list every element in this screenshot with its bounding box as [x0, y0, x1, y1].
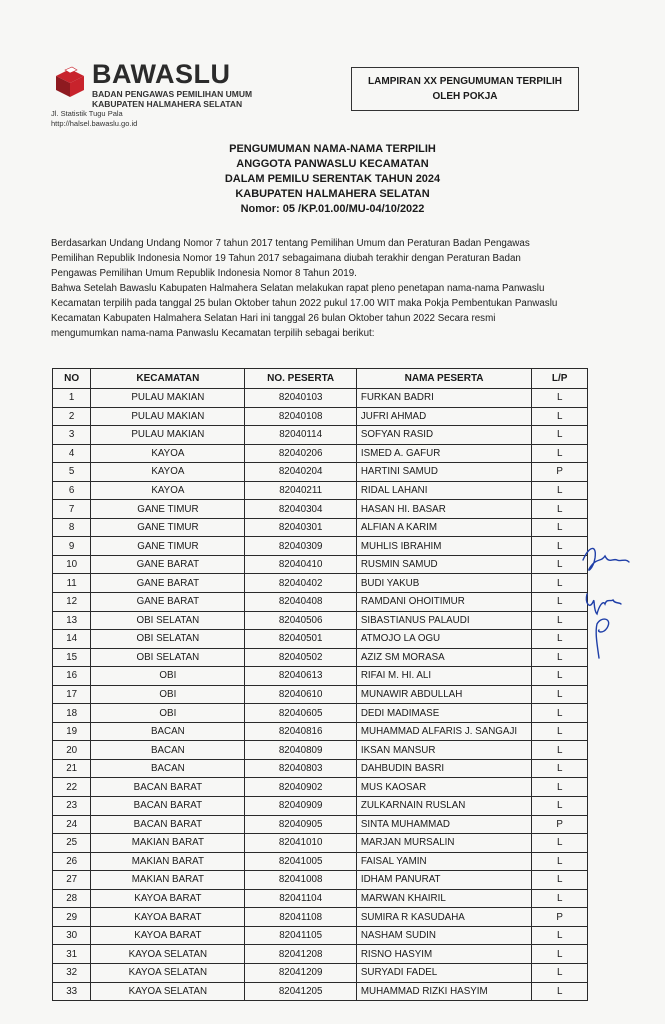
cell-nama-peserta: AZIZ SM MORASA — [356, 648, 532, 667]
cell-lp: P — [532, 908, 588, 927]
cell-no: 3 — [53, 426, 91, 445]
cell-no: 4 — [53, 444, 91, 463]
cell-no: 28 — [53, 889, 91, 908]
cell-nama-peserta: JUFRI AHMAD — [356, 407, 532, 426]
cell-no: 25 — [53, 834, 91, 853]
cell-lp: L — [532, 537, 588, 556]
cell-no-peserta: 82040309 — [245, 537, 356, 556]
cell-kecamatan: OBI SELATAN — [91, 648, 245, 667]
table-row — [53, 500, 588, 519]
lampiran-line-2: OLEH POKJA — [432, 91, 498, 102]
cell-kecamatan: MAKIAN BARAT — [91, 852, 245, 871]
cell-kecamatan: KAYOA — [91, 481, 245, 500]
cell-nama-peserta: DAHBUDIN BASRI — [356, 759, 532, 778]
cell-no: 7 — [53, 500, 91, 519]
cell-lp: L — [532, 481, 588, 500]
cell-kecamatan: GANE TIMUR — [91, 500, 245, 519]
header-no-peserta: NO. PESERTA — [245, 369, 356, 389]
cell-nama-peserta: HARTINI SAMUD — [356, 463, 532, 482]
elected-members-table — [52, 368, 588, 1001]
cell-kecamatan: KAYOA BARAT — [91, 889, 245, 908]
cell-no: 18 — [53, 704, 91, 723]
table-row — [53, 426, 588, 445]
cell-kecamatan: PULAU MAKIAN — [91, 426, 245, 445]
cell-lp: L — [532, 926, 588, 945]
cell-no-peserta: 82040605 — [245, 704, 356, 723]
logo-title: BAWASLU — [92, 59, 231, 89]
cell-no-peserta: 82041209 — [245, 963, 356, 982]
cell-no-peserta: 82040809 — [245, 741, 356, 760]
cell-lp: L — [532, 407, 588, 426]
cell-no: 29 — [53, 908, 91, 927]
table-row — [53, 630, 588, 649]
cell-no: 13 — [53, 611, 91, 630]
paragraph-line: mengumumkan nama-nama Panwaslu Kecamatan terpilih sebagai berikut: — [51, 328, 375, 339]
header-kecamatan: KECAMATAN — [91, 369, 245, 389]
cell-lp: L — [532, 963, 588, 982]
table-row — [53, 704, 588, 723]
cell-lp: L — [532, 871, 588, 890]
cell-lp: L — [532, 444, 588, 463]
table-row — [53, 685, 588, 704]
cell-no: 9 — [53, 537, 91, 556]
table-row — [53, 537, 588, 556]
table-row — [53, 574, 588, 593]
table-row — [53, 759, 588, 778]
cell-no-peserta: 82041008 — [245, 871, 356, 890]
table-row — [53, 908, 588, 927]
paragraph-line: Berdasarkan Undang Undang Nomor 7 tahun 2017 tentang Pemilihan Umum dan Peraturan Badan Pengawas — [51, 238, 530, 249]
cell-nama-peserta: SURYADI FADEL — [356, 963, 532, 982]
cell-nama-peserta: SINTA MUHAMMAD — [356, 815, 532, 834]
cell-kecamatan: KAYOA SELATAN — [91, 963, 245, 982]
cell-kecamatan: BACAN — [91, 741, 245, 760]
cell-nama-peserta: MARJAN MURSALIN — [356, 834, 532, 853]
table-row — [53, 555, 588, 574]
cell-no-peserta: 82041105 — [245, 926, 356, 945]
cell-lp: L — [532, 593, 588, 612]
cell-nama-peserta: RIDAL LAHANI — [356, 481, 532, 500]
cell-no: 8 — [53, 518, 91, 537]
cell-nama-peserta: BUDI YAKUB — [356, 574, 532, 593]
cell-no-peserta: 82040301 — [245, 518, 356, 537]
cell-no: 10 — [53, 555, 91, 574]
cell-no: 31 — [53, 945, 91, 964]
paragraph-line: Kecamatan terpilih pada tanggal 25 bulan Oktober tahun 2022 pukul 17.00 WIT maka Pokja Pembentukan Panwaslu — [51, 298, 558, 309]
table-row — [53, 444, 588, 463]
cell-lp: P — [532, 463, 588, 482]
cell-nama-peserta: MUNAWIR ABDULLAH — [356, 685, 532, 704]
cell-no: 16 — [53, 667, 91, 686]
cell-no: 23 — [53, 797, 91, 816]
table-row — [53, 778, 588, 797]
intro-paragraph — [51, 236, 591, 341]
table-row — [53, 852, 588, 871]
cell-nama-peserta: HASAN HI. BASAR — [356, 500, 532, 519]
table-row — [53, 611, 588, 630]
cell-nama-peserta: SUMIRA R KASUDAHA — [356, 908, 532, 927]
cell-no: 5 — [53, 463, 91, 482]
document-number: Nomor: 05 /KP.01.00/MU-04/10/2022 — [240, 203, 425, 215]
cell-lp: L — [532, 389, 588, 408]
cell-lp: L — [532, 500, 588, 519]
cell-nama-peserta: ATMOJO LA OGU — [356, 630, 532, 649]
document-title — [0, 142, 665, 217]
cell-kecamatan: MAKIAN BARAT — [91, 871, 245, 890]
cell-no: 12 — [53, 593, 91, 612]
cell-kecamatan: OBI — [91, 685, 245, 704]
cell-nama-peserta: ISMED A. GAFUR — [356, 444, 532, 463]
logo-subtitle-1: BADAN PENGAWAS PEMILIHAN UMUM — [92, 89, 253, 99]
paragraph-line: Pengawas Pemilihan Umum Republik Indonesia Nomor 8 Tahun 2019. — [51, 268, 357, 279]
cell-no: 22 — [53, 778, 91, 797]
cell-no-peserta: 82040610 — [245, 685, 356, 704]
cell-no-peserta: 82040114 — [245, 426, 356, 445]
cell-lp: L — [532, 667, 588, 686]
cell-no: 21 — [53, 759, 91, 778]
cell-no: 30 — [53, 926, 91, 945]
cell-kecamatan: MAKIAN BARAT — [91, 834, 245, 853]
cell-no: 32 — [53, 963, 91, 982]
cell-lp: L — [532, 722, 588, 741]
cell-no: 6 — [53, 481, 91, 500]
cell-kecamatan: KAYOA BARAT — [91, 908, 245, 927]
title-line-3: DALAM PEMILU SERENTAK TAHUN 2024 — [224, 173, 441, 185]
cell-nama-peserta: MUS KAOSAR — [356, 778, 532, 797]
table-row — [53, 982, 588, 1001]
cell-nama-peserta: DEDI MADIMASE — [356, 704, 532, 723]
cell-nama-peserta: RISNO HASYIM — [356, 945, 532, 964]
cell-kecamatan: BACAN — [91, 759, 245, 778]
ballot-box-logo-icon — [52, 64, 88, 100]
table-header-row — [53, 369, 588, 389]
cell-no-peserta: 82040103 — [245, 389, 356, 408]
table-row — [53, 945, 588, 964]
cell-lp: L — [532, 889, 588, 908]
cell-nama-peserta: MUHAMMAD RIZKI HASYIM — [356, 982, 532, 1001]
cell-nama-peserta: RUSMIN SAMUD — [356, 555, 532, 574]
cell-kecamatan: OBI SELATAN — [91, 611, 245, 630]
cell-lp: L — [532, 426, 588, 445]
cell-kecamatan: KAYOA SELATAN — [91, 982, 245, 1001]
cell-kecamatan: KAYOA BARAT — [91, 926, 245, 945]
cell-nama-peserta: IKSAN MANSUR — [356, 741, 532, 760]
cell-kecamatan: GANE BARAT — [91, 593, 245, 612]
cell-lp: L — [532, 704, 588, 723]
cell-no-peserta: 82040501 — [245, 630, 356, 649]
cell-no-peserta: 82040304 — [245, 500, 356, 519]
cell-kecamatan: BACAN BARAT — [91, 778, 245, 797]
cell-nama-peserta: ZULKARNAIN RUSLAN — [356, 797, 532, 816]
cell-lp: L — [532, 982, 588, 1001]
cell-no: 11 — [53, 574, 91, 593]
cell-lp: L — [532, 685, 588, 704]
cell-lp: L — [532, 834, 588, 853]
table-row — [53, 407, 588, 426]
title-line-2: ANGGOTA PANWASLU KECAMATAN — [236, 158, 429, 170]
cell-lp: L — [532, 518, 588, 537]
title-line-4: KABUPATEN HALMAHERA SELATAN — [235, 188, 430, 200]
cell-no-peserta: 82040108 — [245, 407, 356, 426]
cell-no-peserta: 82041208 — [245, 945, 356, 964]
cell-kecamatan: KAYOA SELATAN — [91, 945, 245, 964]
cell-no-peserta: 82041205 — [245, 982, 356, 1001]
cell-lp: L — [532, 611, 588, 630]
cell-kecamatan: KAYOA — [91, 444, 245, 463]
cell-no: 33 — [53, 982, 91, 1001]
table-row — [53, 871, 588, 890]
paragraph-line: Kecamatan Kabupaten Halmahera Selatan Hari ini tanggal 26 bulan Oktober tahun 2022 Secara resmi — [51, 313, 496, 324]
office-website: http://halsel.bawaslu.go.id — [51, 119, 138, 128]
cell-lp: L — [532, 648, 588, 667]
cell-kecamatan: OBI — [91, 704, 245, 723]
table-row — [53, 926, 588, 945]
cell-no-peserta: 82040902 — [245, 778, 356, 797]
cell-nama-peserta: RAMDANI OHOITIMUR — [356, 593, 532, 612]
cell-no: 20 — [53, 741, 91, 760]
cell-no-peserta: 82040402 — [245, 574, 356, 593]
cell-no: 14 — [53, 630, 91, 649]
table-row — [53, 722, 588, 741]
cell-nama-peserta: MUHLIS IBRAHIM — [356, 537, 532, 556]
cell-no: 2 — [53, 407, 91, 426]
cell-kecamatan: BACAN BARAT — [91, 815, 245, 834]
table-row — [53, 797, 588, 816]
cell-kecamatan: PULAU MAKIAN — [91, 389, 245, 408]
header-no: NO — [53, 369, 91, 389]
cell-lp: P — [532, 815, 588, 834]
logo-subtitle-2: KABUPATEN HALMAHERA SELATAN — [92, 99, 243, 109]
cell-no-peserta: 82041010 — [245, 834, 356, 853]
table-row — [53, 963, 588, 982]
table-row — [53, 481, 588, 500]
cell-lp: L — [532, 630, 588, 649]
table-row — [53, 593, 588, 612]
cell-no: 26 — [53, 852, 91, 871]
paragraph-line: Pemilihan Republik Indonesia Nomor 19 Tahun 2017 sebagaimana diubah terakhir dengan Peraturan Badan — [51, 253, 521, 264]
cell-no: 24 — [53, 815, 91, 834]
cell-no-peserta: 82040613 — [245, 667, 356, 686]
cell-no: 27 — [53, 871, 91, 890]
lampiran-line-1: LAMPIRAN XX PENGUMUMAN TERPILIH — [368, 76, 562, 87]
cell-kecamatan: PULAU MAKIAN — [91, 407, 245, 426]
cell-no-peserta: 82040909 — [245, 797, 356, 816]
cell-kecamatan: KAYOA — [91, 463, 245, 482]
cell-no: 1 — [53, 389, 91, 408]
cell-no-peserta: 82040506 — [245, 611, 356, 630]
cell-nama-peserta: FAISAL YAMIN — [356, 852, 532, 871]
table-row — [53, 389, 588, 408]
cell-kecamatan: GANE TIMUR — [91, 537, 245, 556]
header-nama-peserta: NAMA PESERTA — [356, 369, 532, 389]
cell-nama-peserta: SIBASTIANUS PALAUDI — [356, 611, 532, 630]
table-row — [53, 648, 588, 667]
office-address: Jl. Statistik Tugu Pala — [51, 109, 123, 118]
cell-nama-peserta: FURKAN BADRI — [356, 389, 532, 408]
table-row — [53, 667, 588, 686]
cell-no: 15 — [53, 648, 91, 667]
table-row — [53, 815, 588, 834]
title-line-1: PENGUMUMAN NAMA-NAMA TERPILIH — [229, 143, 436, 155]
paragraph-line: Bahwa Setelah Bawaslu Kabupaten Halmahera Selatan melakukan rapat pleno penetapan nama-nama Panwaslu — [51, 283, 545, 294]
cell-kecamatan: OBI — [91, 667, 245, 686]
table-row — [53, 834, 588, 853]
table-body — [53, 389, 588, 1001]
cell-nama-peserta: MARWAN KHAIRIL — [356, 889, 532, 908]
cell-no-peserta: 82040410 — [245, 555, 356, 574]
table-row — [53, 518, 588, 537]
cell-no-peserta: 82041005 — [245, 852, 356, 871]
cell-lp: L — [532, 945, 588, 964]
cell-nama-peserta: MUHAMMAD ALFARIS J. SANGAJI — [356, 722, 532, 741]
cell-kecamatan: GANE BARAT — [91, 574, 245, 593]
cell-lp: L — [532, 852, 588, 871]
cell-no-peserta: 82040408 — [245, 593, 356, 612]
table-row — [53, 463, 588, 482]
cell-nama-peserta: IDHAM PANURAT — [356, 871, 532, 890]
lampiran-box — [351, 67, 579, 111]
cell-no-peserta: 82040206 — [245, 444, 356, 463]
cell-nama-peserta: SOFYAN RASID — [356, 426, 532, 445]
cell-kecamatan: BACAN — [91, 722, 245, 741]
cell-lp: L — [532, 574, 588, 593]
cell-no-peserta: 82040211 — [245, 481, 356, 500]
cell-no-peserta: 82041108 — [245, 908, 356, 927]
cell-no-peserta: 82040905 — [245, 815, 356, 834]
table-row — [53, 741, 588, 760]
cell-lp: L — [532, 759, 588, 778]
cell-no: 19 — [53, 722, 91, 741]
cell-nama-peserta: RIFAI M. HI. ALI — [356, 667, 532, 686]
cell-lp: L — [532, 778, 588, 797]
cell-kecamatan: GANE BARAT — [91, 555, 245, 574]
cell-lp: L — [532, 797, 588, 816]
cell-no-peserta: 82040803 — [245, 759, 356, 778]
cell-nama-peserta: ALFIAN A KARIM — [356, 518, 532, 537]
cell-no-peserta: 82040502 — [245, 648, 356, 667]
cell-no-peserta: 82040204 — [245, 463, 356, 482]
cell-no: 17 — [53, 685, 91, 704]
cell-no-peserta: 82040816 — [245, 722, 356, 741]
header-lp: L/P — [532, 369, 588, 389]
table-row — [53, 889, 588, 908]
cell-nama-peserta: NASHAM SUDIN — [356, 926, 532, 945]
cell-lp: L — [532, 741, 588, 760]
handwritten-initials — [575, 540, 645, 660]
cell-kecamatan: GANE TIMUR — [91, 518, 245, 537]
cell-no-peserta: 82041104 — [245, 889, 356, 908]
cell-kecamatan: OBI SELATAN — [91, 630, 245, 649]
cell-kecamatan: BACAN BARAT — [91, 797, 245, 816]
cell-lp: L — [532, 555, 588, 574]
